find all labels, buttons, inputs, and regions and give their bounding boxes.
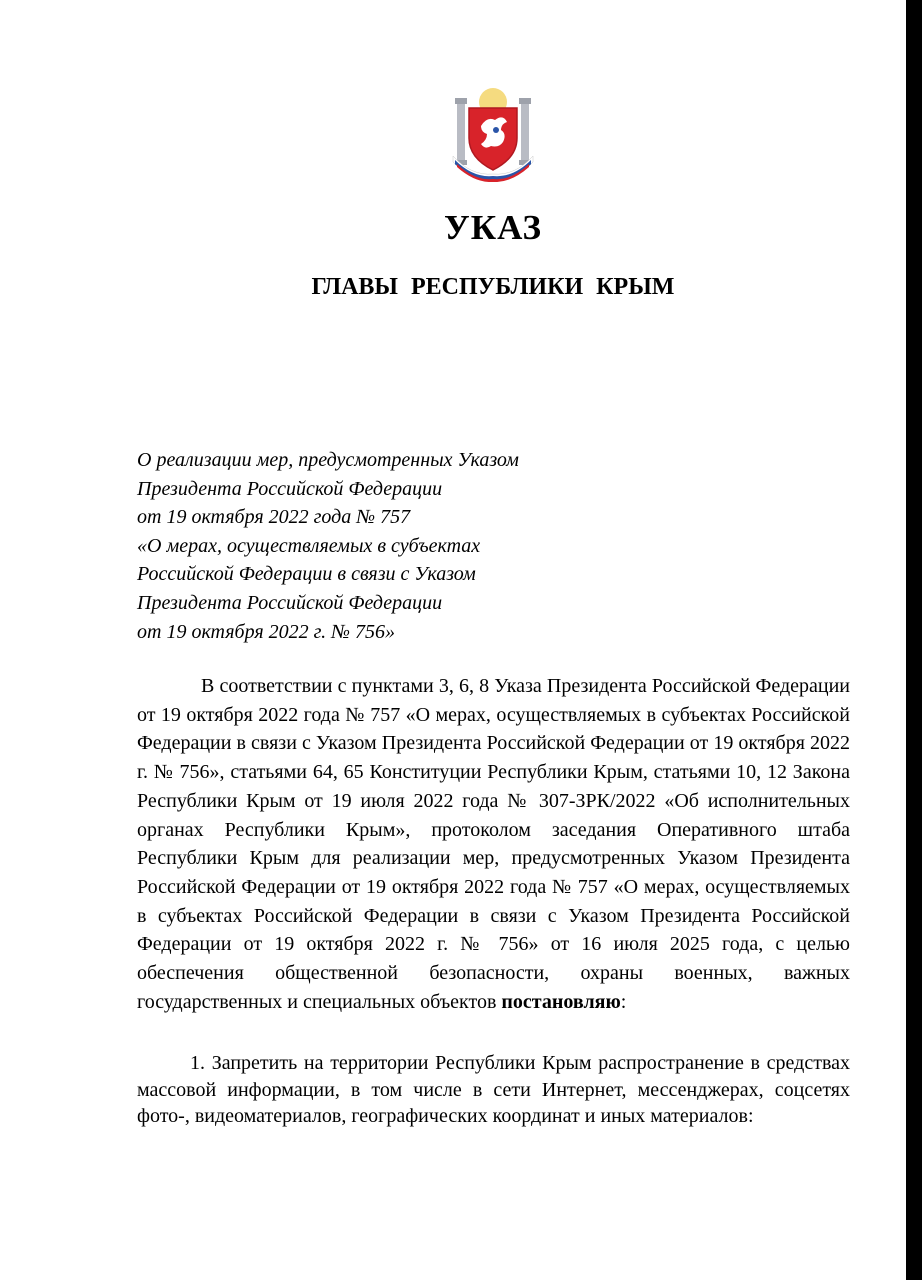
document-title: УКАЗ (444, 208, 542, 247)
subject-line: от 19 октября 2022 г. № 756» (137, 620, 396, 643)
preamble-paragraph (137, 672, 850, 1016)
subject-line: Президента Российской Федерации (137, 477, 443, 500)
decree-colon: : (620, 990, 627, 1013)
subject-line: Президента Российской Федерации (137, 591, 443, 614)
decree-subject (137, 446, 597, 646)
subject-line: О реализации мер, предусмотренных Указом (137, 449, 519, 471)
crimea-coat-of-arms-icon (447, 86, 539, 182)
subject-line: от 19 октября 2022 года № 757 (137, 506, 411, 529)
subject-line: Российской Федерации в связи с Указом (137, 563, 476, 586)
document-subtitle: ГЛАВЫ РЕСПУБЛИКИ КРЫМ (311, 274, 675, 300)
preamble-text: В соответствии с пунктами 3, 6, 8 Указа Президента Российской Федерации от 19 октября 2022 года № 757 «О мерах, осуществляемых в субъектах Российской Федерации в связи с Указом Президента Российской Федерации от 19 октября 2022 г. № 756», статьями 64, 65 Конституции Республики Крым, статьями 10, 12 Закона Республики Крым от 19 июля 2022 года № 307-ЗРК/2022 «Об исполнительных органах Республики Крым», протоколом заседания Оперативного штаба Республики Крым для реализации мер, предусмотренных Указом Президента Российской Федерации от 19 октября 2022 года № 757 «О мерах, осуществляемых в субъектах Российской Федерации в связи с Указом Президента Российской Федерации от 19 октября 2022 г. № 756» от 16 июля 2025 года, с целью обеспечения общественной безопасности, охраны военных, важных государственных и специальных объектов (137, 675, 850, 1013)
item-1-paragraph: 1. Запретить на территории Республики Крым распространение в средствах массовой информации, в том числе в сети Интернет, мессенджерах, соцсетях фото-, видеоматериалов, географических координат и иных материалов: (137, 1052, 850, 1127)
decree-word: постановляю (501, 990, 621, 1013)
subject-line: «О мерах, осуществляемых в субъектах (137, 534, 481, 557)
